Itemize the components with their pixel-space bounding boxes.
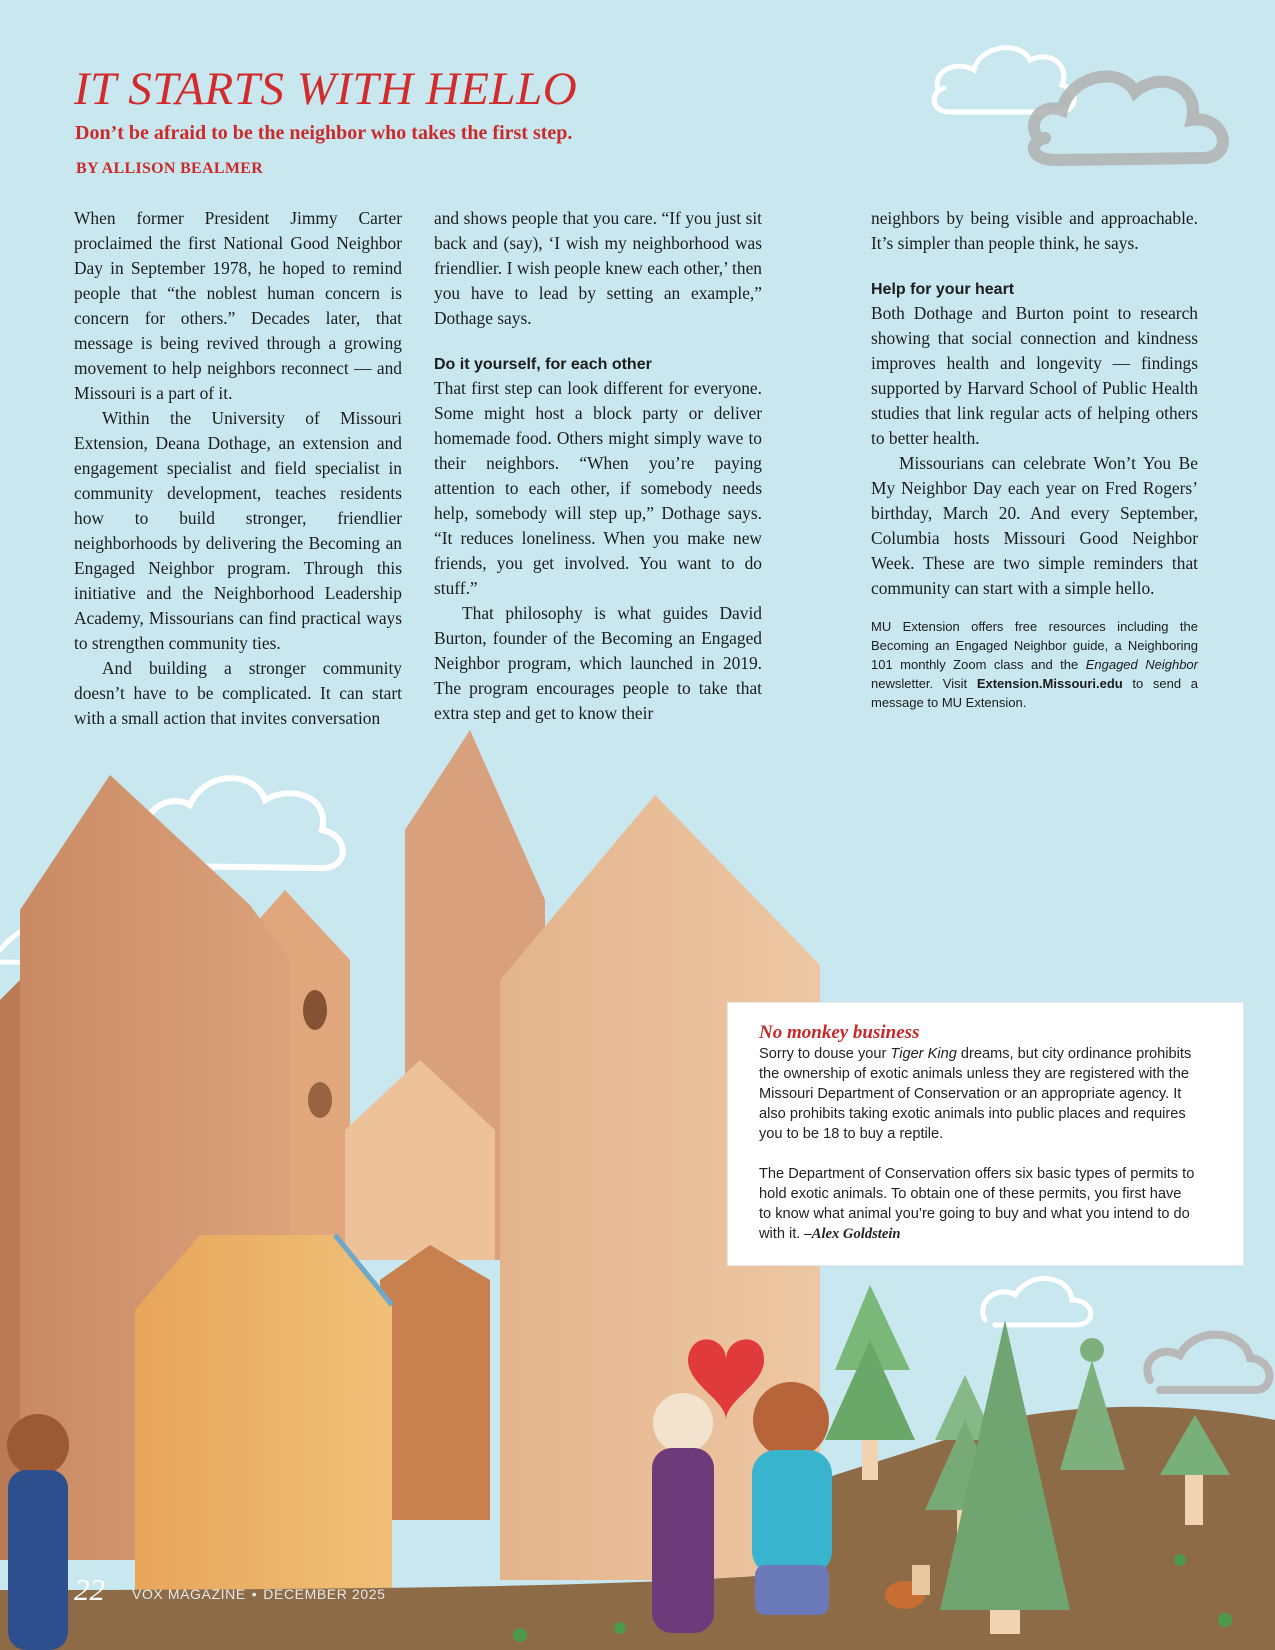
sidebar-content (759, 1023, 1197, 1244)
extension-note: MU Extension offers free resources including the Becoming an Engaged Neighbor guide, a Neighboring 101 monthly Zoom class and the Engaged Neighbor newsletter. Visit Extension.Missouri.edu to send a message to MU Extension. (871, 619, 1198, 710)
extension-link[interactable]: Extension.Missouri.edu (976, 676, 1123, 691)
paragraph: That philosophy is what guides David Burton, founder of the Becoming an Engaged Neighbor program, which launched in 2019. The program encourages people to take that extra step and get to know their (434, 603, 762, 723)
page-number: 22 (74, 1572, 105, 1607)
section-subhead: Do it yourself, for each other (434, 356, 652, 373)
footer-line (132, 1586, 385, 1602)
article-title: IT STARTS WITH HELLO (74, 63, 578, 115)
footer-separator: • (251, 1586, 258, 1602)
publication-name: VOX MAGAZINE (132, 1586, 246, 1602)
section-subhead: Help for your heart (871, 281, 1015, 298)
byline: BY ALLISON BEALMER (76, 160, 264, 177)
wooden-house (380, 1245, 490, 1520)
sidebar-box (728, 1003, 1243, 1265)
paragraph: When former President Jimmy Carter proclaimed the first National Good Neighbor Day in September 1978, he hoped to remind people that “the noblest human concern is concern for others.” Decades later, that message is being revived through a growing movement to help neighbors reconnect — and Missouri is a part of it. (74, 208, 402, 403)
paragraph: Both Dothage and Burton point to research showing that social connection and kindness improves health and longevity — findings supported by Harvard School of Public Health studies that link regular acts of helping others to better health. (871, 303, 1198, 448)
paragraph: neighbors by being visible and approachable. It’s simpler than people think, he says. (871, 208, 1198, 253)
sidebar-heading: No monkey business (759, 1022, 920, 1043)
sidebar-author: –Alex Goldstein (804, 1226, 901, 1242)
issue-date: DECEMBER 2025 (263, 1586, 386, 1602)
sidebar-paragraph: Sorry to douse your Tiger King dreams, but city ordinance prohibits the ownership of exotic animals unless they are registered with the Missouri Department of Conservation or an appropriate agency. It also prohibits taking exotic animals into public places and requires you to be 18 to buy a reptile. (759, 1046, 1192, 1142)
column-1 (74, 206, 402, 731)
sidebar-paragraph: The Department of Conservation offers six basic types of permits to hold exotic animals. To obtain one of these permits, you first have to know what animal you’re going to buy and what you intend to do with it. –Alex Goldstein (759, 1166, 1195, 1242)
paragraph: and shows people that you care. “If you just sit back and (say), ‘I wish my neighborhood was friendlier. I wish people knew each other,’ then you have to lead by setting an example,” Dothage says. (434, 208, 762, 328)
column-2 (434, 206, 762, 726)
cloud-doodle-icon (1147, 1335, 1269, 1390)
paragraph: Missourians can celebrate Won’t You Be My Neighbor Day each year on Fred Rogers’ birthday, March 20. And every September, Columbia hosts Missouri Good Neighbor Week. These are two simple reminders that community can start with a simple hello. (871, 453, 1198, 598)
paragraph: That first step can look different for everyone. Some might host a block party or deliver homemade food. Others might simply wave to their neighbors. “When you’re paying attention to each other, if somebody needs help, somebody will step up,” Dothage says. “It reduces loneliness. When you make new friends, you get involved. You want to do stuff.” (434, 378, 762, 598)
cloud-doodle-icon (983, 1279, 1091, 1325)
column-3 (871, 206, 1198, 712)
paragraph: Within the University of Missouri Extension, Deana Dothage, an extension and engagement specialist and field specialist in community development, teaches residents how to build stronger, friendlier neighborhoods by delivering the Becoming an Engaged Neighbor program. Through this initiative and the Neighborhood Leadership Academy, Missourians can find practical ways to strengthen community ties. (74, 408, 402, 653)
paragraph: And building a stronger community doesn’t have to be complicated. It can start with a small action that invites conversation (74, 658, 402, 728)
article-subtitle: Don’t be afraid to be the neighbor who takes the first step. (75, 122, 573, 144)
wooden-house (135, 1235, 392, 1590)
cloud-doodles-top-icon (930, 30, 1260, 180)
